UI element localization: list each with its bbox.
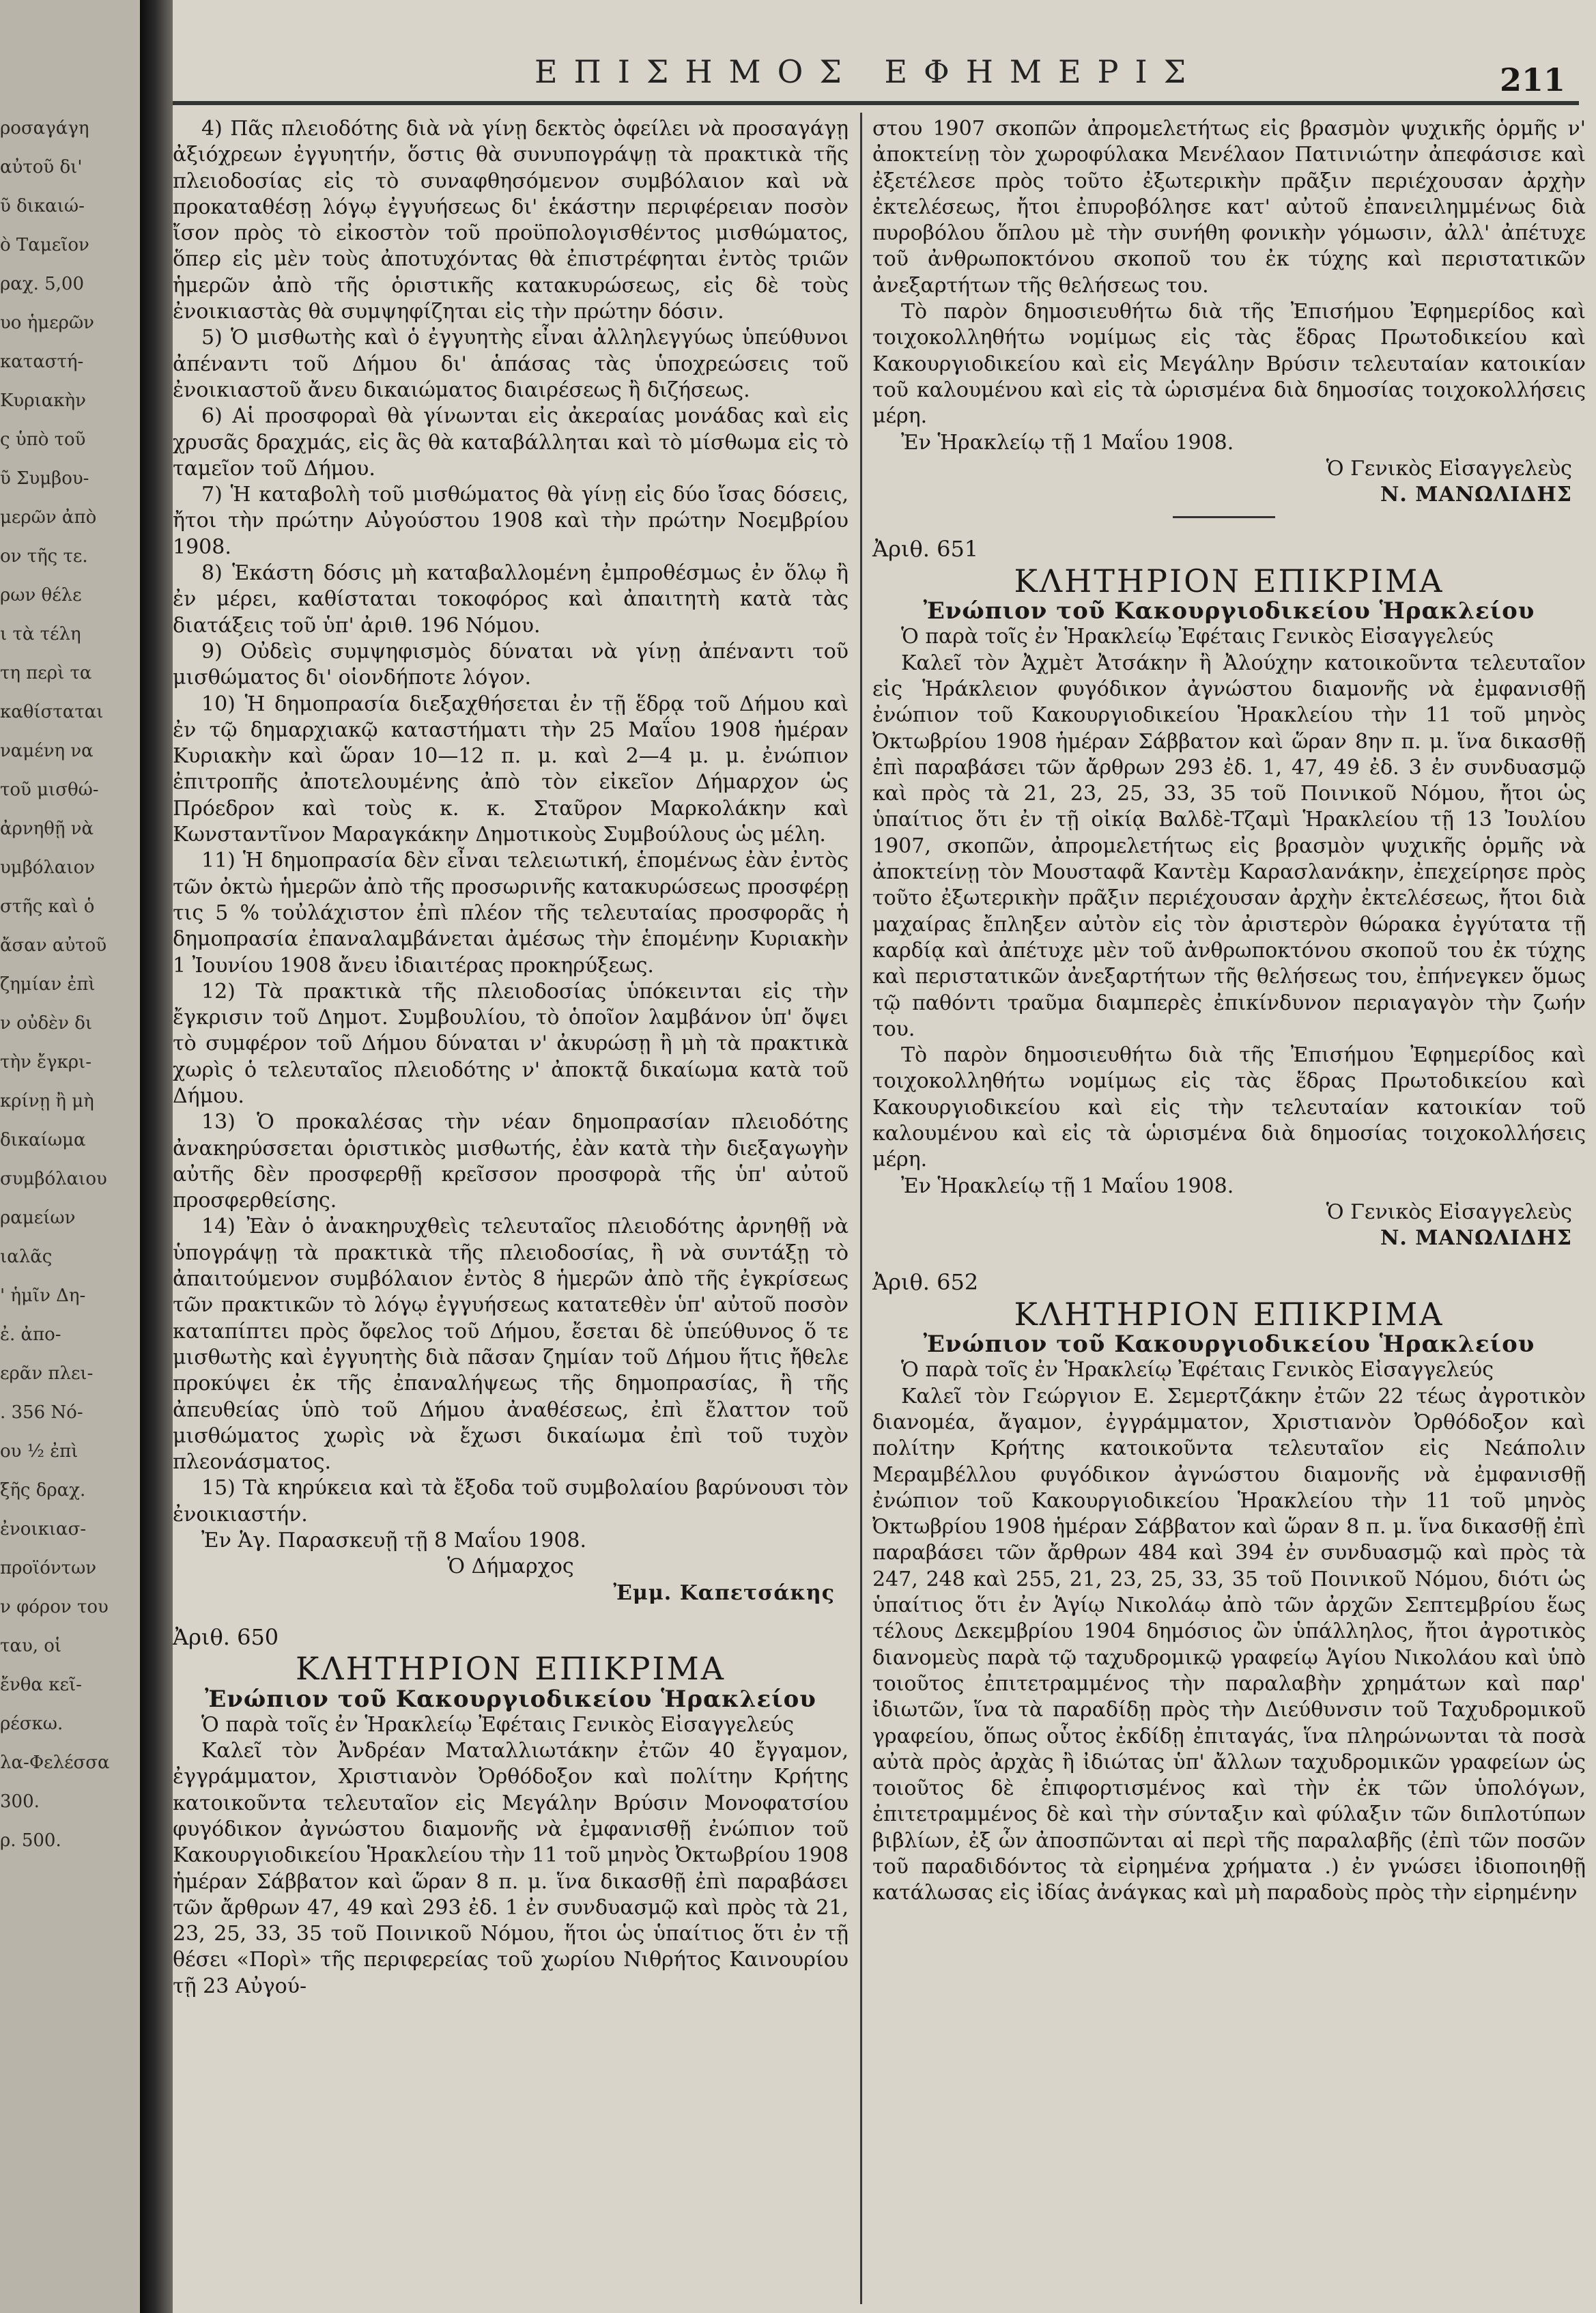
header-rule (173, 101, 1579, 105)
notice-number: Ἀριθ. 650 (173, 1623, 279, 1650)
paragraph: 6) Αἱ προσφοραὶ θὰ γίνωνται εἰς ἀκεραίας μονάδας καὶ εἰς χρυσᾶς δραχμάς, εἰς ἃς θὰ καταβάλληται καὶ τὸ μίσθωμα εἰς τὸ ταμεῖον τοῦ Δήμου. (173, 404, 849, 481)
paragraph: 14) Ἐὰν ὁ ἀνακηρυχθεὶς τελευταῖος πλειοδότης ἀρνηθῇ νὰ ὑπογράψῃ τὰ πρακτικὰ τῆς πλειοδοσίας, ἢ νὰ συντάξῃ τὸ ἀπαιτούμενον συμβόλαιον ἐντὸς 8 ἡμερῶν ἀπὸ τῆς ἐγκρίσεως τῶν πρακτικῶν τὸ λόγῳ ἐγγυήσεως κατατεθὲν ὑπ' αὐτοῦ ποσὸν καταπίπτει πρὸς ὄφελος τοῦ Δήμου, ἔσεται δὲ ὑπεύθυνος ὅ τε μισθωτὴς καὶ ἐγγυητὴς διὰ πᾶσαν ζημίαν τοῦ Δήμου ἥτις ἤθελε προκύψει ἐκ τῆς ἐπαναλήψεως τῆς δημοπρασίας, ἢ τῆς ἀπευθείας ὑπὸ τοῦ Δήμου ἀναθέσεως, ἐπὶ ἔλαττον τοῦ μισθώματος χωρὶς νὰ ἔχωσι δικαίωμα ἐπὶ τοῦ τυχὸν πλεονάσματος. (173, 1215, 849, 1475)
signatory-title: Ὁ Γενικὸς Εἰσαγγελεὺς (1326, 456, 1572, 481)
previous-page-fragment: ροσαγάγη (0, 118, 89, 139)
publication-order: Τὸ παρὸν δημοσιευθήτω διὰ τῆς Ἐπισήμου Ἐφημερίδος καὶ τοιχοκολληθήτω νομίμως εἰς τὰς ἕδρας Πρωτοδικείου καὶ Κακουργιοδικείου καὶ εἰς Μεγάλην Βρύσιν τελευταίαν κατοικίαν τοῦ καλουμένου καὶ εἰς τὰ ὡρισμένα διὰ δημοσίας τοιχοκολλήσεις μέρη. (872, 300, 1586, 429)
paragraph: 8) Ἑκάστη δόσις μὴ καταβαλλομένη ἐμπροθέσμως ἐν ὅλῳ ἢ ἐν μέρει, καθίσταται τοκοφόρος καὶ ἀπαιτητὴ κατὰ τὰς διατάξεις τοῦ ὑπ' ἀριθ. 196 Νόμου. (173, 561, 849, 638)
previous-page-fragment: ' ἡμῖν Δη- (0, 1286, 86, 1306)
previous-page-fragment: ρ. 500. (0, 1830, 61, 1851)
paragraph: 15) Τὰ κηρύκεια καὶ τὰ ἔξοδα τοῦ συμβολαίου βαρύνουσι τὸν ἐνοικιαστήν. (173, 1476, 849, 1527)
previous-page-fragment: υμβόλαιον (0, 857, 96, 878)
prosecutor-line: Ὁ παρὰ τοῖς ἐν Ἡρακλείῳ Ἐφέταις Γενικὸς Εἰσαγγελεύς (201, 1712, 795, 1737)
previous-page-fragment: ραχ. 5,00 (0, 274, 85, 294)
previous-page-fragment: ον τῆς τε. (0, 546, 88, 567)
signatory-name: Ν. ΜΑΝΩΛΙΔΗΣ (1380, 1226, 1572, 1251)
page-number: 211 (1499, 61, 1565, 98)
publication-order: Τὸ παρὸν δημοσιευθήτω διὰ τῆς Ἐπισήμου Ἐφημερίδος καὶ τοιχοκολληθήτω νομίμως εἰς τὰς ἕδρας Πρωτοδικείου καὶ Κακουργιοδικείου καὶ εἰς τὴν τελευταίαν κατοικίαν τοῦ καλουμένου καὶ εἰς τὰ ὡρισμένα διὰ δημοσίας τοιχοκολλήσεις μέρη. (872, 1043, 1586, 1172)
page-header (173, 33, 1586, 108)
previous-page-fragment: καθίσταται (0, 702, 104, 722)
paragraph: 7) Ἡ καταβολὴ τοῦ μισθώματος θὰ γίνῃ εἰς δύο ἴσας δόσεις, ἤτοι τὴν πρώτην Αὐγούστου 1908 καὶ τὴν πρώτην Νοεμβρίου 1908. (173, 483, 849, 559)
previous-page-fragment: ρων θέλε (0, 585, 82, 606)
previous-page-fragment: τη περὶ τα (0, 663, 92, 683)
previous-page-fragment: ταυ, οἱ (0, 1636, 62, 1656)
previous-page-fragment: υο ἡμερῶν (0, 313, 94, 333)
court-name: Ἐνώπιον τοῦ Κακουργιοδικείου Ἡρακλείου (923, 597, 1535, 625)
notice-body: Καλεῖ τὸν Ἀνδρέαν Ματαλλιωτάκην ἐτῶν 40 ἔγγαμον, ἐγγράμματον, Χριστιανὸν Ὀρθόδοξον καὶ πολίτην Κρήτης κατοικοῦντα τελευταῖον εἰς Μεγάλην Βρύσιν Μονοφατσίου φυγόδικον ἀγνώστου διαμονῆς νὰ ἐμφανισθῇ ἐνώπιον τοῦ Κακουργιοδικείου Ἡρακλείου τὴν 11 τοῦ μηνὸς Ὀκτωβρίου 1908 ἡμέραν Σάββατον καὶ ὥραν 8 π. μ. ἵνα δικασθῇ ἐπὶ παραβάσει τῶν ἄρθρων 47, 49 καὶ 293 ἐδ. 1 ἐν συνδυασμῷ καὶ πρὸς τὰ 21, 23, 25, 33, 35 τοῦ Ποινικοῦ Νόμου, ἥτοι ὡς ὑπαίτιος ὅτι ἐν τῇ θέσει «Πορὶ» τῆς περιφερείας τοῦ χωρίου Νιθρήτος Καινουρίου τῇ 23 Αὐγού- (173, 1739, 849, 1998)
previous-page-fragment: ἐ. ἀπο- (0, 1324, 61, 1345)
previous-page-fragment: μερῶν ἀπὸ (0, 507, 97, 528)
notice-date: Ἐν Ἡρακλείῳ τῇ 1 Μαΐου 1908. (901, 430, 1234, 455)
previous-page-fragments (0, 109, 137, 2308)
signatory-title: Ὁ Γενικὸς Εἰσαγγελεὺς (1326, 1200, 1572, 1224)
paragraph: 10) Ἡ δημοπρασία διεξαχθήσεται ἐν τῇ ἕδρᾳ τοῦ Δήμου καὶ ἐν τῷ δημαρχιακῷ καταστήματι τὴν 25 Μαΐου 1908 ἡμέραν Κυριακὴν καὶ ὥραν 10—12 π. μ. καὶ 2—4 μ. μ. ἐνώπιον ἐπιτροπῆς ἀποτελουμένης ἀπὸ τὸν εἰκεῖον Δήμαρχον ὡς Πρόεδρον καὶ τοὺς κ. κ. Σταῦρον Μαρκολάκην καὶ Κωνσταντῖνον Μαραγκάκην Δημοτικοὺς Συμβούλους ὡς μέλη. (173, 692, 849, 847)
previous-page-fragment: τοῦ μισθώ- (0, 780, 99, 800)
previous-page-fragment: ἄσαν αὐτοῦ (0, 935, 107, 956)
paragraph: 5) Ὁ μισθωτὴς καὶ ὁ ἐγγυητὴς εἶναι ἀλληλεγγύως ὑπεύθυνοι ἀπέναντι τοῦ Δήμου δι' ἁπάσας τὰς ὑποχρεώσεις τοῦ ἐνοικιαστοῦ ἄνευ δικαιώματος διαιρέσεως ἢ διζήσεως. (173, 326, 849, 402)
previous-page-fragment: ν φόρον του (0, 1597, 109, 1617)
notice-title: ΚΛΗΤΗΡΙΟΝ ΕΠΙΚΡΙΜΑ (1014, 1295, 1444, 1333)
previous-page-fragment: ιαλᾶς (0, 1247, 53, 1267)
book-gutter-shadow (140, 0, 173, 2313)
previous-page-fragment: ου ½ ἐπὶ (0, 1441, 79, 1462)
newspaper-page (173, 0, 1596, 2313)
previous-page-fragment: Κυριακὴν (0, 391, 86, 411)
previous-page-fragment: ξῆς δραχ. (0, 1480, 86, 1501)
paragraph: 12) Τὰ πρακτικὰ τῆς πλειοδοσίας ὑπόκεινται εἰς τὴν ἔγκρισιν τοῦ Δημοτ. Συμβουλίου, τὸ ὁποῖον λαμβάνον ὑπ' ὄψει τὸ συμφέρον τοῦ Δήμου δύναται ν' ἀκυρώσῃ ἢ μὴ τὰ πρακτικὰ χωρὶς ὁ τελευταῖος πλειοδότης ν' ἀποκτᾷ δικαίωμα κατὰ τοῦ Δήμου. (173, 979, 849, 1108)
previous-page-fragment: ῦ δικαιώ- (0, 196, 85, 216)
previous-page-fragment: ερᾶν πλει- (0, 1363, 94, 1384)
previous-page-fragment: ν οὐδὲν δι (0, 1013, 93, 1034)
gazette-title: ΕΠΙΣΗΜΟΣ ΕΦΗΜΕΡΙΣ (535, 53, 1203, 90)
notice-title: ΚΛΗΤΗΡΙΟΝ ΕΠΙΚΡΙΜΑ (296, 1650, 726, 1688)
court-name: Ἐνώπιον τοῦ Κακουργιοδικείου Ἡρακλείου (923, 1331, 1535, 1359)
notice-body: Καλεῖ τὸν Γεώργιον Ε. Σεμερτζάκην ἐτῶν 22 τέως ἀγροτικὸν διανομέα, ἄγαμον, ἐγγράμματον, Χριστιανὸν Ὀρθόδοξον καὶ πολίτην Κρήτης κατοικοῦντα τελευταῖον εἰς Νεάπολιν Μεραμβέλλου φυγόδικον ἀγνώστου διαμονῆς νὰ ἐμφανισθῇ ἐνώπιον τοῦ Κακουργιοδικείου Ἡρακλείου τὴν 11 τοῦ μηνὸς Ὀκτωβρίου 1908 ἡμέραν Σάββατον καὶ ὥραν 8 π. μ. ἵνα δικασθῇ ἐπὶ παραβάσει τῶν ἄρθρων 484 καὶ 394 ἐν συνδυασμῷ καὶ πρὸς τὰ 247, 248 καὶ 255, 21, 23, 25, 33, 35 τοῦ Ποινικοῦ Νόμου, διότι ὡς ὑπαίτιος ὅτι ἐν Ἁγίῳ Νικολάῳ ἀπὸ τῶν ἀρχῶν Σεπτεμβρίου ἕως τέλους Δεκεμβρίου 1904 δημόσιος ὢν ὑπάλληλος, ἤτοι ἀγροτικὸς διανομεὺς παρὰ τῷ ταχυδρομικῷ γραφείῳ Ἁγίου Νικολάου καὶ ὑπὸ τοιοῦτος ἐπιτετραμμένος τὴν παραλαβὴν χρημάτων καὶ παρ' ἰδιωτῶν, ἵνα τὰ παραδίδῃ πρὸς τὴν Διεύθυνσιν τοῦ Ταχυδρομικοῦ γραφείου, ὅπως οὗτος ἐκδίδῃ ἐπιταγάς, ἵνα πληρώνωνται τὰ ποσὰ αὐτὰ πρὸς ἀρχὰς ἢ ἰδιώτας ὑπ' ἄλλων ταχυδρομικῶν γραφείων ὡς τοιοῦτος δὲ ἐπιφορτισμένος καὶ τὴν ἐκ τῶν ὑπολόγων, ἐπιτετραμμένος δὲ καὶ τὴν σύνταξιν καὶ φύλαξιν τῶν διπλοτύπων βιβλίων, ἐξ ὧν ἀποσπῶνται αἱ περὶ τῆς παραλαβῆς (ἐπὶ τῶν ποσῶν τοῦ παραδιδόντος τὰ εἰρημένα χρήματα .) ἐν γνώσει ἰδιοποιηθῇ κατάλωσας εἰς ἰδίας ἀνάγκας καὶ μὴ παραδοὺς πρὸς τὴν εἰρημένην (872, 1384, 1586, 1905)
previous-page-fragment: ἐνοικιασ- (0, 1519, 87, 1539)
signatory-name: Ν. ΜΑΝΩΛΙΔΗΣ (1380, 483, 1572, 507)
notice-date: Ἐν Ἁγ. Παρασκευῇ τῇ 8 Μαΐου 1908. (201, 1529, 587, 1553)
notice-number: Ἀριθ. 651 (872, 536, 979, 563)
paragraph: στου 1907 σκοπῶν ἀπρομελετήτως εἰς βρασμὸν ψυχικῆς ὁρμῆς ν' ἀποκτείνῃ τὸν χωροφύλακα Μενέλαον Πατινιώτην ἀπεφάσισε καὶ ἐξετέλεσε πρὸς τοῦτο ἐξωτερικὴν πρᾶξιν περιέχουσαν ἀρχὴν ἐκτελέσεως, ἤτοι ἐπυροβόλησε κατ' αὐτοῦ ἐπανειλημμένως διὰ πυροβόλου ὅπλου μὲ τὴν συνήθη φονικὴν γόμωσιν, ἀλλ' ἀπέτυχε τοῦ ἀνθρωποκτόνου σκοποῦ του ἐκ τύχης καὶ περιστατικῶν ἀνεξαρτήτων τῆς θελήσεως του. (872, 117, 1586, 298)
previous-page-fragment: λα-Φελέσσα (0, 1753, 110, 1773)
paragraph: 4) Πᾶς πλειοδότης διὰ νὰ γίνῃ δεκτὸς ὀφείλει νὰ προσαγάγῃ ἀξιόχρεων ἐγγυητήν, ὅστις θὰ συνυπογράψῃ τὰ πρακτικὰ τῆς πλειοδοσίας εἰς τὸ συναφθησόμενον συμβόλαιον καὶ νὰ προκαταθέσῃ λόγῳ ἐγγυήσεως δι' ἑκάστην περιφέρειαν ποσὸν ἴσον πρὸς τὸ εἰκοστὸν τοῦ προϋπολογισθέντος μισθώματος, ὅπερ εἰς μὲν τοὺς ἀποτυχόντας θὰ ἐπιστρέφηται ἐντὸς τριῶν ἡμερῶν ἀπὸ τῆς ὁριστικῆς κατακυρώσεως, εἰς δὲ τοὺς ἐνοικιαστὰς θὰ συμψηφίζηται εἰς τὴν πρώτην δόσιν. (173, 117, 849, 324)
previous-page-fragment: ραμείων (0, 1208, 76, 1228)
previous-page-fragment: τὴν ἔγκρι- (0, 1052, 92, 1073)
paragraph: 9) Οὐδεὶς συμψηφισμὸς δύναται νὰ γίνῃ ἀπέναντι τοῦ μισθώματος δι' οἱονδήποτε λόγον. (173, 639, 849, 690)
signatory-name: Ἐμμ. Καπετσάκης (613, 1580, 835, 1605)
notice-body: Καλεῖ τὸν Ἀχμὲτ Ἀτσάκην ἢ Ἀλούχην κατοικοῦντα τελευταῖον εἰς Ἡράκλειον φυγόδικον ἀγνώστου διαμονῆς νὰ ἐμφανισθῇ ἐνώπιον τοῦ Κακουργιοδικείου Ἡρακλείου τὴν 11 τοῦ μηνὸς Ὀκτωβρίου 1908 ἡμέραν Σάββατον καὶ ὥραν 8ην π. μ. ἵνα δικασθῇ ἐπὶ παραβάσει τῶν ἄρθρων 293 ἐδ. 1, 47, 49 ἐδ. 3 ἐν συνδυασμῷ καὶ πρὸς τὰ 21, 23, 25, 33, 35 τοῦ Ποινικοῦ Νόμου, ἤτοι ὡς ὑπαίτιος ὅτι ἐν τῇ οἰκίᾳ Βαλδὲ-Τζαμὶ Ἡρακλείου τῇ 13 Ἰουλίου 1907, σκοπῶν, ἀπρομελετήτως εἰς βρασμὸν ψυχικῆς ὁρμῆς νὰ ἀποκτείνῃ τὸν Μουσταφᾶ Καντὲμ Καρασλανάκην, ἐπεχείρησε πρὸς τοῦτο ἐξωτερικὴν πρᾶξιν περιέχουσαν ἀρχὴν ἐκτελέσεως, ἤτοι διὰ μαχαίρας ἔπληξεν αὐτὸν εἰς τὸν ἀριστερὸν θώρακα ἐγγύτατα τῇ καρδίᾳ καὶ ἀπέτυχε μὲν τοῦ ἀνθρωποκτόνου σκοποῦ του ἐκ τύχης καὶ περιστατικῶν ἀνεξαρτήτων τῆς θελήσεως του, ἐπήνεγκεν ὅμως τῷ παθόντι τραῦμα διαμπερὲς ἐπικίνδυνον περιαγαγὸν τὴν ζωήν του. (872, 651, 1586, 1041)
previous-page-fragment: αὐτοῦ δι' (0, 157, 83, 178)
previous-page-fragment: ρέσκω. (0, 1714, 63, 1734)
notice-number: Ἀριθ. 652 (872, 1269, 979, 1296)
paragraph: 13) Ὁ προκαλέσας τὴν νέαν δημοπρασίαν πλειοδότης ἀνακηρύσσεται ὁριστικὸς μισθωτής, ἐὰν κατὰ τὴν διεξαγωγὴν αὐτῆς δὲν προσφερθῇ κρεῖσσον προσφορὰ τῆς ὑπ' αὐτοῦ προσφερθείσης. (173, 1110, 849, 1213)
previous-page-fragment: ἔνθα κεῖ- (0, 1675, 82, 1695)
previous-page-fragment: στῆς καὶ ὁ (0, 896, 95, 917)
previous-page-fragment: ῦ Συμβου- (0, 468, 89, 489)
section-rule (1173, 516, 1275, 518)
signatory-title: Ὁ Δήμαρχος (447, 1555, 574, 1579)
previous-page-fragment: προϊόντων (0, 1558, 97, 1578)
right-column (872, 116, 1586, 1907)
paragraph: 11) Ἡ δημοπρασία δὲν εἶναι τελειωτική, ἑπομένως ἐὰν ἐντὸς τῶν ὀκτὼ ἡμερῶν ἀπὸ τῆς προσωρινῆς κατακυρώσεως προσφέρῃ τις 5 % τοὐλάχιστον ἐπὶ πλέον τῆς τελευταίας προσφορᾶς ἡ δημοπρασία ἐπαναλαμβάνεται ἀμέσως τὴν ἑπομένην Κυριακὴν 1 Ἰουνίου 1908 ἄνευ ἰδιαιτέρας προκηρύξεως. (173, 849, 849, 978)
left-column (173, 116, 849, 2000)
previous-page-fragment: συμβόλαιου (0, 1169, 107, 1189)
previous-page-fragment: ὸ Ταμεῖον (0, 235, 89, 255)
column-divider (860, 113, 862, 2304)
prosecutor-line: Ὁ παρὰ τοῖς ἐν Ἡρακλείῳ Ἐφέταις Γενικὸς Εἰσαγγελεύς (901, 1358, 1494, 1382)
notice-title: ΚΛΗΤΗΡΙΟΝ ΕΠΙΚΡΙΜΑ (1014, 562, 1444, 599)
notice-date: Ἐν Ἡρακλείῳ τῇ 1 Μαΐου 1908. (901, 1174, 1234, 1198)
previous-page-fragment: ναμένη να (0, 741, 94, 761)
previous-page-fragment: ζημίαν ἐπὶ (0, 974, 96, 995)
previous-page-fragment: ἀρνηθῇ νὰ (0, 819, 94, 839)
previous-page-fragment: κρίνῃ ἢ μὴ (0, 1091, 94, 1111)
previous-page-fragment: . 356 Νό- (0, 1402, 83, 1423)
previous-page-fragment: 300. (0, 1791, 40, 1812)
prosecutor-line: Ὁ παρὰ τοῖς ἐν Ἡρακλείῳ Ἐφέταις Γενικὸς Εἰσαγγελεύς (901, 625, 1494, 649)
previous-page-fragment: ι τὰ τέλη (0, 624, 81, 644)
previous-page-fragment: δικαίωμα (0, 1130, 86, 1150)
previous-page-fragment: καταστή- (0, 352, 84, 372)
court-name: Ἐνώπιον τοῦ Κακουργιοδικείου Ἡρακλείου (205, 1685, 816, 1713)
previous-page-fragment: ς ὑπὸ τοῦ (0, 429, 86, 450)
